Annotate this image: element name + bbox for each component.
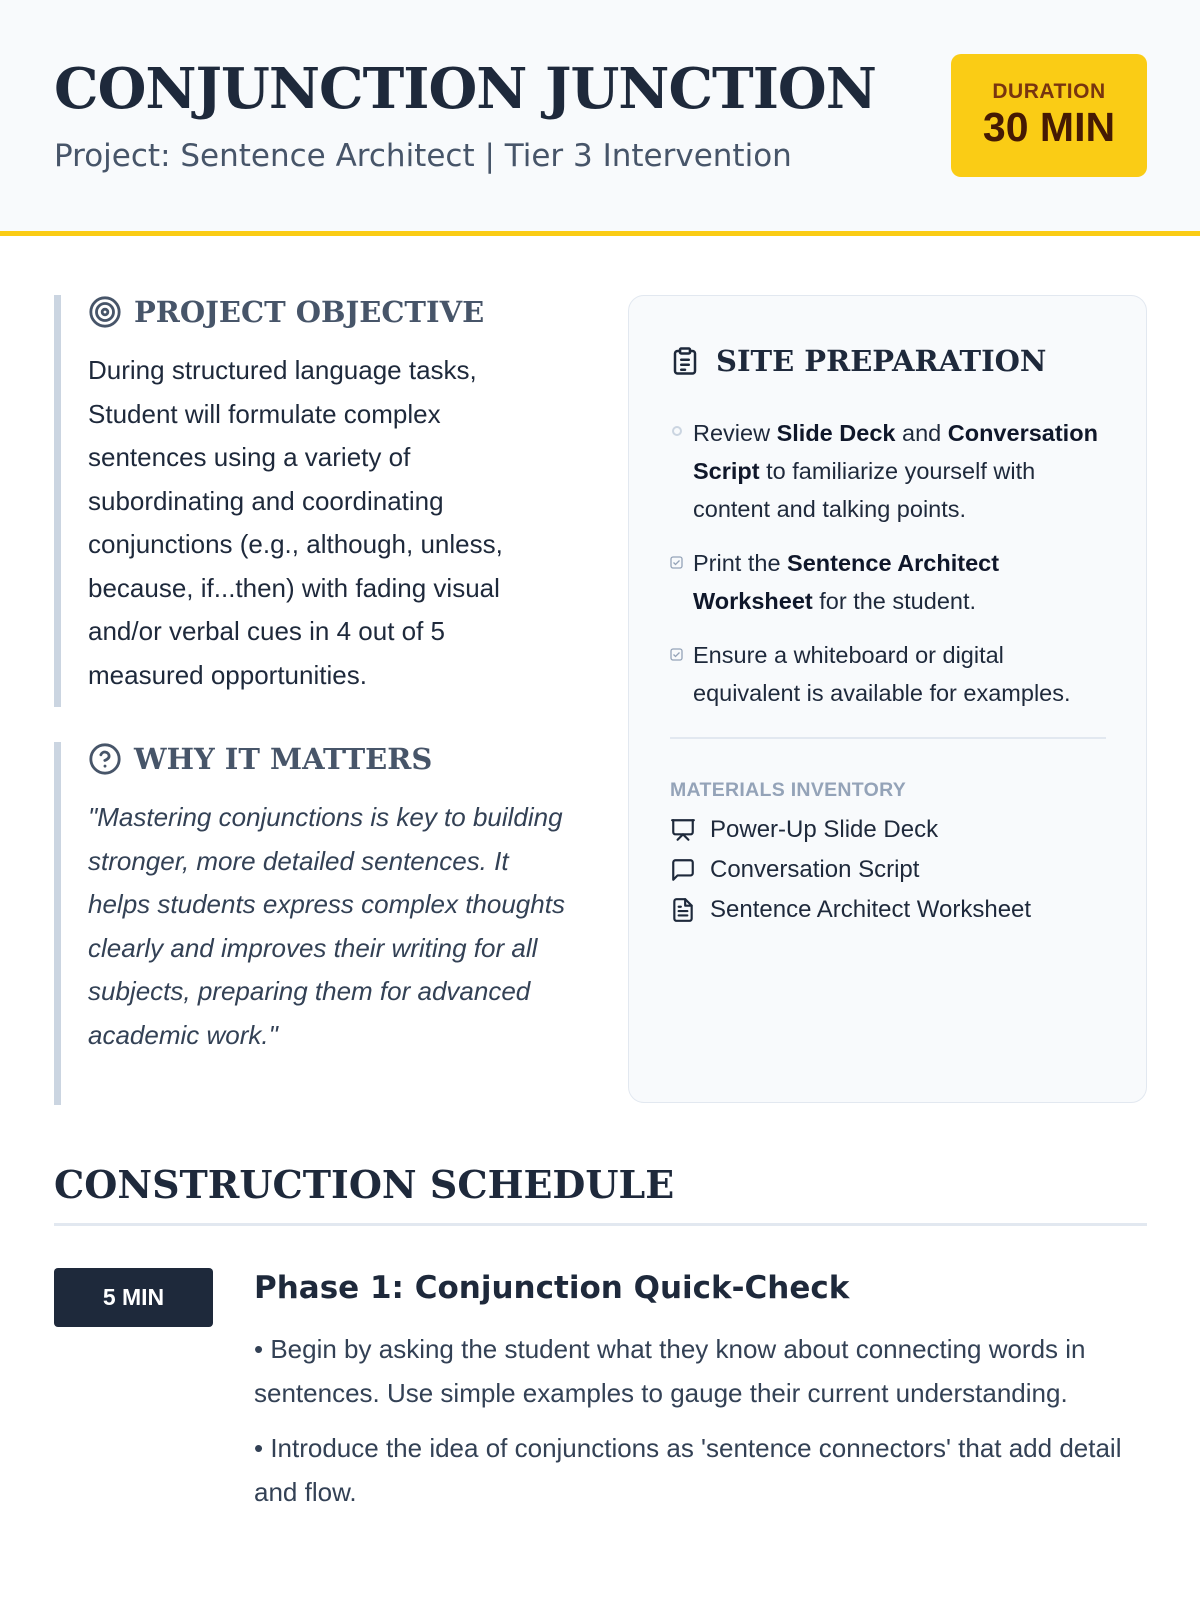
prep-item-text: Review Slide Deck and Conversation Script to familiarize yourself with content and talking points. bbox=[693, 420, 1098, 522]
why-quote: "Mastering conjunctions is key to building stronger, more detailed sentences. It helps students express complex thoughts clearly and improves their writing for all subjects, preparing them for advanced academic work." bbox=[88, 802, 565, 1050]
prep-item-text: Print the Sentence Architect Worksheet for the student. bbox=[693, 550, 1000, 614]
speech-bubble-icon bbox=[670, 857, 696, 883]
why-it-matters-section bbox=[54, 742, 568, 1105]
site-preparation-heading-text: SITE PREPARATION bbox=[716, 344, 1047, 378]
materials-list bbox=[670, 810, 1104, 930]
material-item bbox=[670, 890, 1104, 930]
objective-heading-text: PROJECT OBJECTIVE bbox=[134, 295, 485, 329]
material-item bbox=[670, 850, 1104, 890]
prep-item bbox=[670, 414, 1104, 528]
materials-inventory-label: MATERIALS INVENTORY bbox=[670, 778, 907, 801]
project-objective-section bbox=[54, 295, 558, 707]
schedule-title: CONSTRUCTION SCHEDULE bbox=[54, 1162, 675, 1207]
prep-item-text: Ensure a whiteboard or digital equivalent is available for examples. bbox=[693, 642, 1071, 706]
page-header bbox=[0, 0, 1200, 236]
why-heading bbox=[88, 742, 568, 776]
page-title: CONJUNCTION JUNCTION bbox=[54, 56, 876, 122]
checkbox-icon bbox=[670, 648, 684, 662]
phase-title: Phase 1: Conjunction Quick-Check bbox=[254, 1270, 850, 1306]
circle-bullet-icon bbox=[670, 426, 684, 440]
objective-heading bbox=[88, 295, 558, 329]
prep-divider bbox=[670, 737, 1106, 739]
prep-item bbox=[670, 636, 1104, 712]
prep-item bbox=[670, 544, 1104, 620]
clipboard-icon bbox=[670, 345, 700, 377]
duration-label: DURATION bbox=[992, 80, 1106, 103]
site-preparation-heading bbox=[670, 344, 1104, 378]
target-icon bbox=[88, 295, 122, 329]
phase-points bbox=[254, 1328, 1154, 1526]
document-icon bbox=[670, 897, 696, 923]
material-label: Sentence Architect Worksheet bbox=[710, 895, 1032, 923]
prep-checklist bbox=[670, 414, 1104, 712]
phase-point: • Introduce the idea of conjunctions as 'sentence connectors' that add detail and flow. bbox=[254, 1433, 1122, 1507]
material-label: Power-Up Slide Deck bbox=[710, 815, 939, 843]
question-circle-icon bbox=[88, 742, 122, 776]
objective-text: During structured language tasks, Student will formulate complex sentences using a variety of subordinating and coordinating conjunctions (e.g., although, unless, because, if...then) with fading visual and/or verbal cues in 4 out of 5 measured opportunities. bbox=[88, 355, 503, 690]
presentation-icon bbox=[670, 817, 696, 843]
duration-badge bbox=[951, 54, 1147, 177]
phase-point: • Begin by asking the student what they know about connecting words in sentences. Use simple examples to gauge their current understanding. bbox=[254, 1334, 1086, 1408]
schedule-divider bbox=[54, 1223, 1147, 1226]
checkbox-icon bbox=[670, 556, 684, 570]
site-preparation-card bbox=[628, 295, 1147, 1103]
why-heading-text: WHY IT MATTERS bbox=[134, 742, 433, 776]
page-subtitle: Project: Sentence Architect | Tier 3 Intervention bbox=[54, 138, 792, 174]
phase-time-badge: 5 MIN bbox=[54, 1268, 213, 1327]
material-item bbox=[670, 810, 1104, 850]
duration-value: 30 MIN bbox=[982, 104, 1116, 150]
material-label: Conversation Script bbox=[710, 855, 920, 883]
